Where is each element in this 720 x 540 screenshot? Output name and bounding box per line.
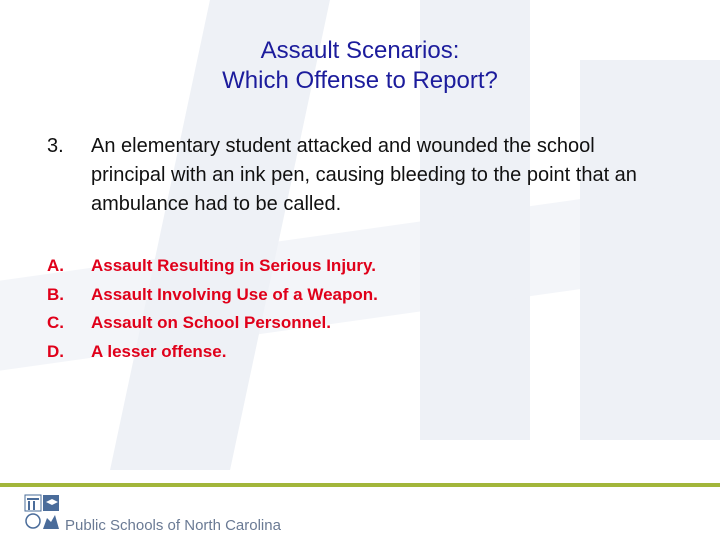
option-d [47, 342, 378, 371]
option-letter: C. [47, 313, 64, 332]
title-line-1: Assault Scenarios: [260, 37, 460, 64]
footer-brand: Public Schools of North Carolina [65, 517, 281, 534]
option-c [47, 313, 378, 342]
option-letter: B. [47, 284, 64, 304]
footer-rule [0, 483, 720, 487]
question-text: An elementary student attacked and wounded the school principal with an ink pen, causing bleeding to the point that an ambulance had to be called. [91, 135, 637, 215]
slide-title [0, 36, 720, 96]
title-line-2: Which Offense to Report? [222, 67, 498, 94]
option-text: Assault on School Personnel. [91, 313, 331, 332]
question-number: 3. [47, 135, 64, 157]
nc-schools-logo-icon [24, 494, 60, 530]
option-text: Assault Resulting in Serious Injury. [91, 256, 376, 275]
option-b [47, 285, 378, 314]
option-text: A lesser offense. [91, 341, 227, 361]
option-letter: D. [47, 341, 64, 361]
option-text: Assault Involving Use of a Weapon. [91, 284, 378, 304]
answer-options [47, 256, 378, 370]
option-a [47, 256, 378, 285]
option-letter: A. [47, 256, 64, 275]
